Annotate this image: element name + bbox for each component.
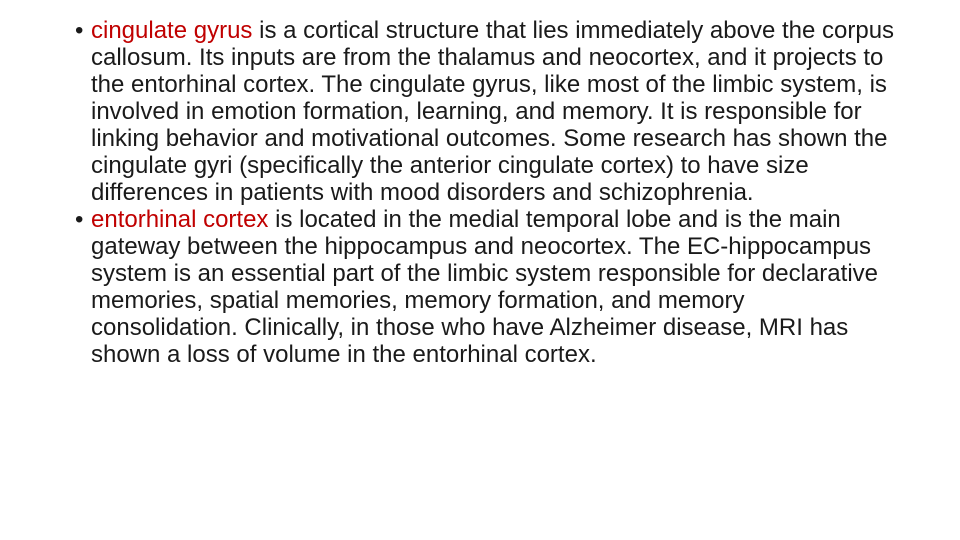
- bullet-text-entorhinal-cortex: is located in the medial temporal lobe and is the main gateway between the hippocampus and neocortex. The EC-hippocampus system is an essential part of the limbic system responsible for declarative memories, spatial memories, memory formation, and memory consolidation. Clinically, in those who have Alzheimer disease, MRI has shown a loss of volume in the entorhinal cortex.: [91, 206, 878, 368]
- bullet-marker: •: [75, 17, 84, 44]
- term-cingulate-gyrus: cingulate gyrus: [91, 17, 253, 44]
- bullet-list: [75, 17, 895, 368]
- bullet-item-cingulate-gyrus: [75, 17, 895, 206]
- bullet-item-entorhinal-cortex: [75, 206, 895, 368]
- bullet-text-cingulate-gyrus: is a cortical structure that lies immediately above the corpus callosum. Its inputs are from the thalamus and neocortex, and it projects to the entorhinal cortex. The cingulate gyrus, like most of the limbic system, is involved in emotion formation, learning, and memory. It is responsible for linking behavior and motivational outcomes. Some research has shown the cingulate gyri (specifically the anterior cingulate cortex) to have size differences in patients with mood disorders and schizophrenia.: [91, 17, 895, 206]
- term-entorhinal-cortex: entorhinal cortex: [91, 206, 269, 233]
- bullet-marker: •: [75, 206, 84, 233]
